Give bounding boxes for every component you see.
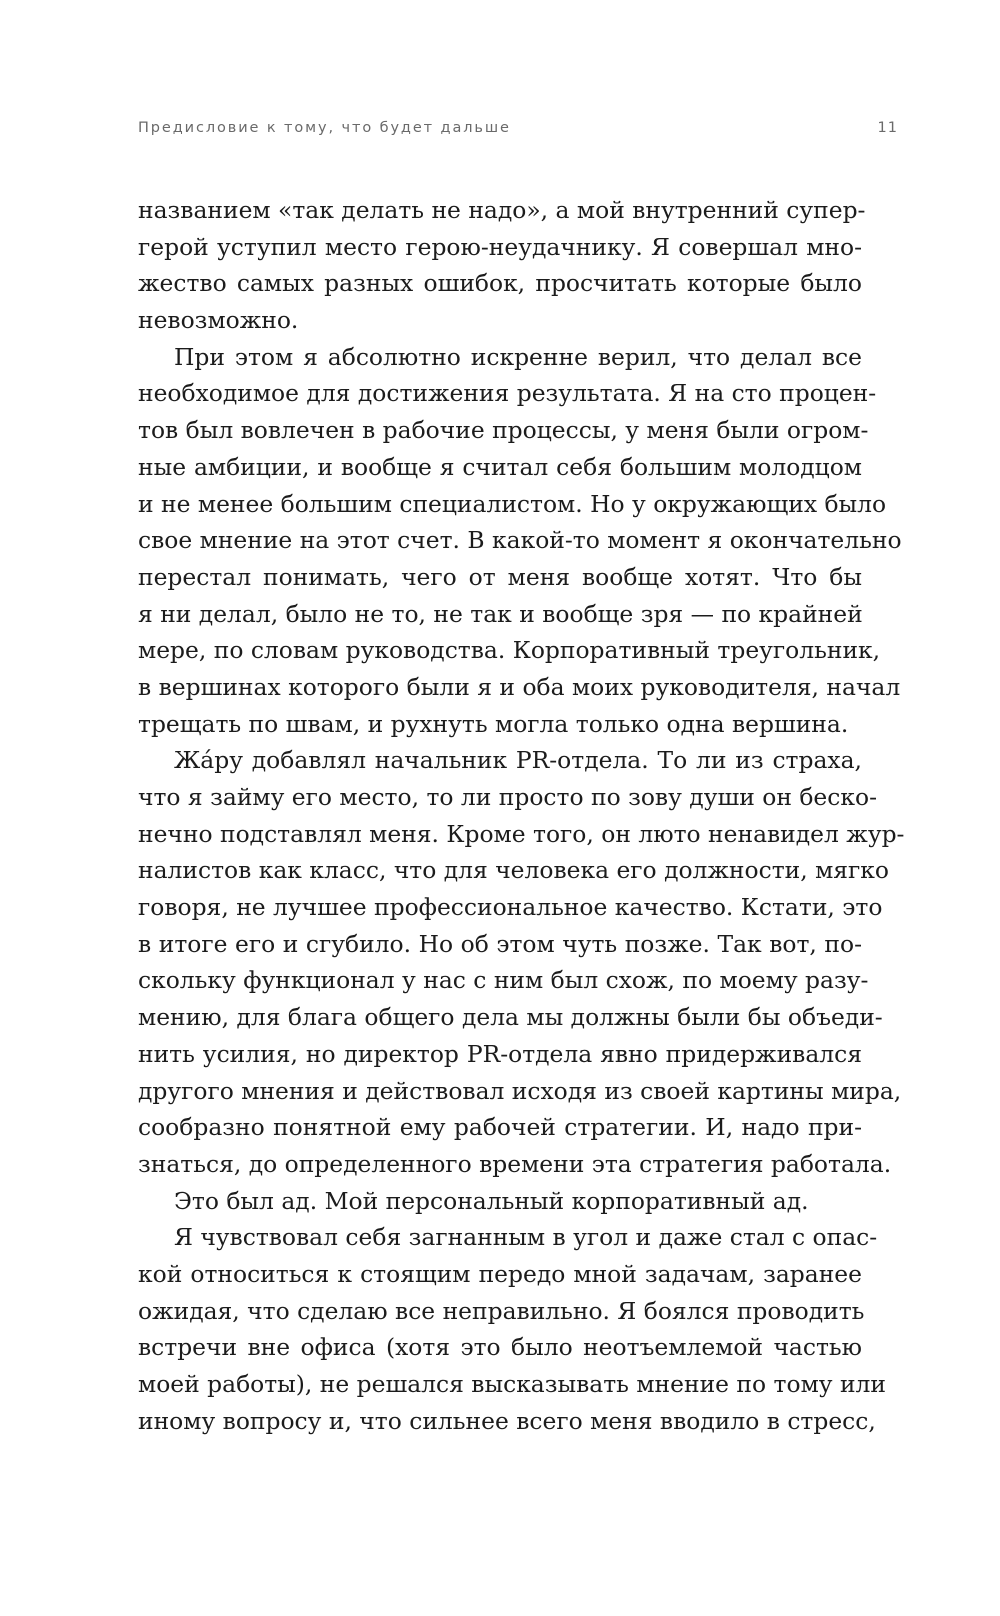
text-line: сообразно понятной ему рабочей стратегии. И, надо при- [138,1113,862,1142]
text-line: в вершинах которого были я и оба моих руководителя, начал [138,672,901,701]
text-line: мению, для блага общего дела мы должны были бы объеди- [138,1003,883,1032]
text-line: в итоге его и сгубило. Но об этом чуть позже. Так вот, по- [138,929,862,958]
text-line: свое мнение на этот счет. В какой-то момент я окончательно [138,526,902,555]
text-line: герой уступил место герою-неудачнику. Я совершал мно- [138,232,862,261]
text-line: знаться, до определенного времени эта стратегия работала. [138,1149,892,1178]
text-line: мере, по словам руководства. Корпоративный треугольник, [138,636,881,665]
text-line: встречи вне офиса (хотя это было неотъемлемой частью [138,1333,862,1362]
text-line: Это был ад. Мой персональный корпоративный ад. [174,1186,809,1215]
body-text [138,192,905,1439]
text-line: иному вопросу и, что сильнее всего меня вводило в стресс, [138,1406,876,1435]
text-line: нить усилия, но директор PR-отдела явно придерживался [138,1039,862,1068]
text-line: Жа́ру добавлял начальник PR-отдела. То ли из страха, [174,746,862,775]
text-line: говоря, не лучшее профессиональное качество. Кстати, это [138,893,883,922]
text-line: кой относиться к стоящим передо мной задачам, заранее [138,1259,862,1288]
text-line: При этом я абсолютно искренне верил, что делал все [174,342,862,371]
page-number: 11 [877,120,898,136]
text-line: названием «так делать не надо», а мой внутренний супер- [138,196,866,224]
text-line: другого мнения и действовал исходя из своей картины мира, [138,1076,902,1105]
text-line: Я чувствовал себя загнанным в угол и даже стал с опас- [174,1223,878,1252]
text-line: налистов как класс, что для человека его должности, мягко [138,856,890,885]
text-line: что я займу его место, то ли просто по зову души он беско- [138,783,877,811]
text-line: скольку функционал у нас с ним был схож, по моему разу- [138,966,869,995]
text-line: тов был вовлечен в рабочие процессы, у меня были огром- [138,416,869,445]
text-line: я ни делал, было не то, не так и вообще зря — по крайней [138,599,863,628]
text-line: ожидая, что сделаю все неправильно. Я боялся проводить [138,1296,865,1325]
running-title: Предисловие к тому, что будет дальше [138,120,511,136]
text-line: моей работы), не решался высказывать мнение по тому или [138,1370,886,1398]
text-line: невозможно. [138,306,299,335]
text-line: перестал понимать, чего от меня вообще хотят. Что бы [138,562,862,591]
text-line: и не менее большим специалистом. Но у окружающих было [138,489,887,518]
text-line: трещать по швам, и рухнуть могла только одна вершина. [138,709,849,738]
text-line: жество самых разных ошибок, просчитать которые было [138,269,862,298]
text-line: необходимое для достижения результата. Я на сто процен- [138,379,877,408]
text-line: нечно подставлял меня. Кроме того, он люто ненавидел жур- [138,819,905,848]
running-head [138,120,898,144]
text-line: ные амбиции, и вообще я считал себя большим молодцом [138,452,862,481]
